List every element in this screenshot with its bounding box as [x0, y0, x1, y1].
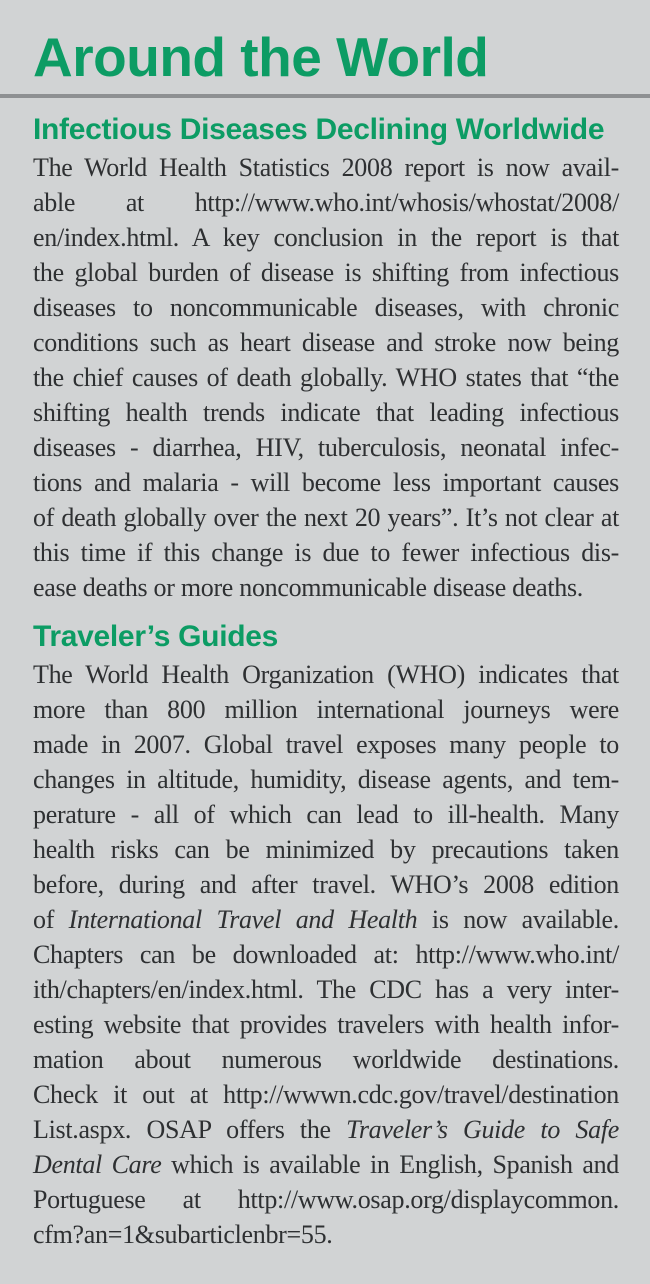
text-line	[33, 867, 619, 902]
text-line	[33, 185, 619, 220]
text-line	[33, 692, 619, 727]
text-line	[33, 1182, 619, 1217]
text-segment: The World Health Statistics 2008 report is now avail-	[33, 153, 619, 182]
text-line	[33, 937, 619, 972]
text-segment: tions and malaria - will become less important causes	[33, 468, 619, 497]
text-segment: made in 2007. Global travel exposes many people to	[33, 730, 619, 759]
text-segment: cfm?an=1&subarticlenbr=55.	[33, 1220, 333, 1249]
text-segment: of	[33, 905, 69, 934]
text-segment: of death globally over the next 20 years”. It’s not clear at	[33, 503, 619, 532]
text-line	[33, 1112, 619, 1147]
text-segment: ith/chapters/en/index.html. The CDC has a very inter-	[33, 975, 619, 1004]
text-segment: conditions such as heart disease and stroke now being	[33, 328, 619, 357]
title-divider	[0, 94, 650, 98]
paragraph	[33, 150, 619, 605]
text-line	[33, 1077, 619, 1112]
text-segment: mation about numerous worldwide destinations.	[33, 1045, 619, 1074]
text-line	[33, 150, 619, 185]
text-segment: List.aspx. OSAP offers the	[33, 1115, 347, 1144]
text-segment: health risks can be minimized by precautions taken	[33, 835, 619, 864]
section-heading: Traveler’s Guides	[33, 620, 279, 653]
sections	[33, 113, 619, 1252]
text-line	[33, 1007, 619, 1042]
text-segment: more than 800 million international journeys were	[33, 695, 619, 724]
text-line	[33, 832, 619, 867]
text-segment: before, during and after travel. WHO’s 2008 edition	[33, 870, 619, 899]
text-line	[33, 465, 619, 500]
text-line	[33, 360, 619, 395]
text-segment: en/index.html. A key conclusion in the report is that	[33, 223, 619, 252]
article-section	[33, 620, 619, 1252]
page-title: Around the World	[33, 26, 489, 88]
text-segment: perature - all of which can lead to ill-health. Many	[33, 800, 619, 829]
newsletter-page	[0, 26, 650, 1284]
text-line	[33, 972, 619, 1007]
text-line	[33, 500, 619, 535]
text-segment: shifting health trends indicate that leading infectious	[33, 398, 619, 427]
text-segment: ease deaths or more noncommunicable disease deaths.	[33, 573, 583, 602]
text-line	[33, 220, 619, 255]
text-segment: the chief causes of death globally. WHO states that “the	[33, 363, 619, 392]
text-segment: the global burden of disease is shifting from infectious	[33, 258, 619, 287]
text-line	[33, 762, 619, 797]
page-content	[0, 26, 650, 1252]
text-segment: diseases - diarrhea, HIV, tuberculosis, neonatal infec-	[33, 433, 619, 462]
text-line	[33, 1147, 619, 1182]
text-segment: able at http://www.who.int/whosis/whostat/2008/	[33, 188, 619, 217]
text-segment: changes in altitude, humidity, disease agents, and tem-	[33, 765, 619, 794]
text-segment: esting website that provides travelers with health infor-	[33, 1010, 619, 1039]
text-segment: Chapters can be downloaded at: http://www.who.int/	[33, 940, 619, 969]
text-line	[33, 902, 619, 937]
paragraph	[33, 657, 619, 1252]
italic-text: Traveler’s Guide to Safe	[346, 1115, 619, 1144]
text-segment: diseases to noncommunicable diseases, with chronic	[33, 293, 619, 322]
text-line	[33, 570, 619, 605]
article-section	[33, 113, 619, 605]
text-line	[33, 1217, 619, 1252]
text-line	[33, 1042, 619, 1077]
text-segment: Check it out at http://wwwn.cdc.gov/travel/destination	[33, 1080, 619, 1109]
text-segment: The World Health Organization (WHO) indicates that	[33, 660, 619, 689]
italic-text: International Travel and Health	[68, 905, 418, 934]
text-line	[33, 535, 619, 570]
text-line	[33, 727, 619, 762]
text-segment: which is available in English, Spanish and	[161, 1150, 619, 1179]
text-line	[33, 657, 619, 692]
italic-text: Dental Care	[33, 1150, 162, 1179]
text-line	[33, 255, 619, 290]
text-line	[33, 290, 619, 325]
text-segment: Portuguese at http://www.osap.org/displaycommon.	[33, 1185, 619, 1214]
section-heading: Infectious Diseases Declining Worldwide	[33, 113, 605, 146]
text-segment: is now available.	[417, 905, 619, 934]
text-line	[33, 395, 619, 430]
text-line	[33, 430, 619, 465]
text-line	[33, 797, 619, 832]
text-line	[33, 325, 619, 360]
text-segment: this time if this change is due to fewer infectious dis-	[33, 538, 619, 567]
